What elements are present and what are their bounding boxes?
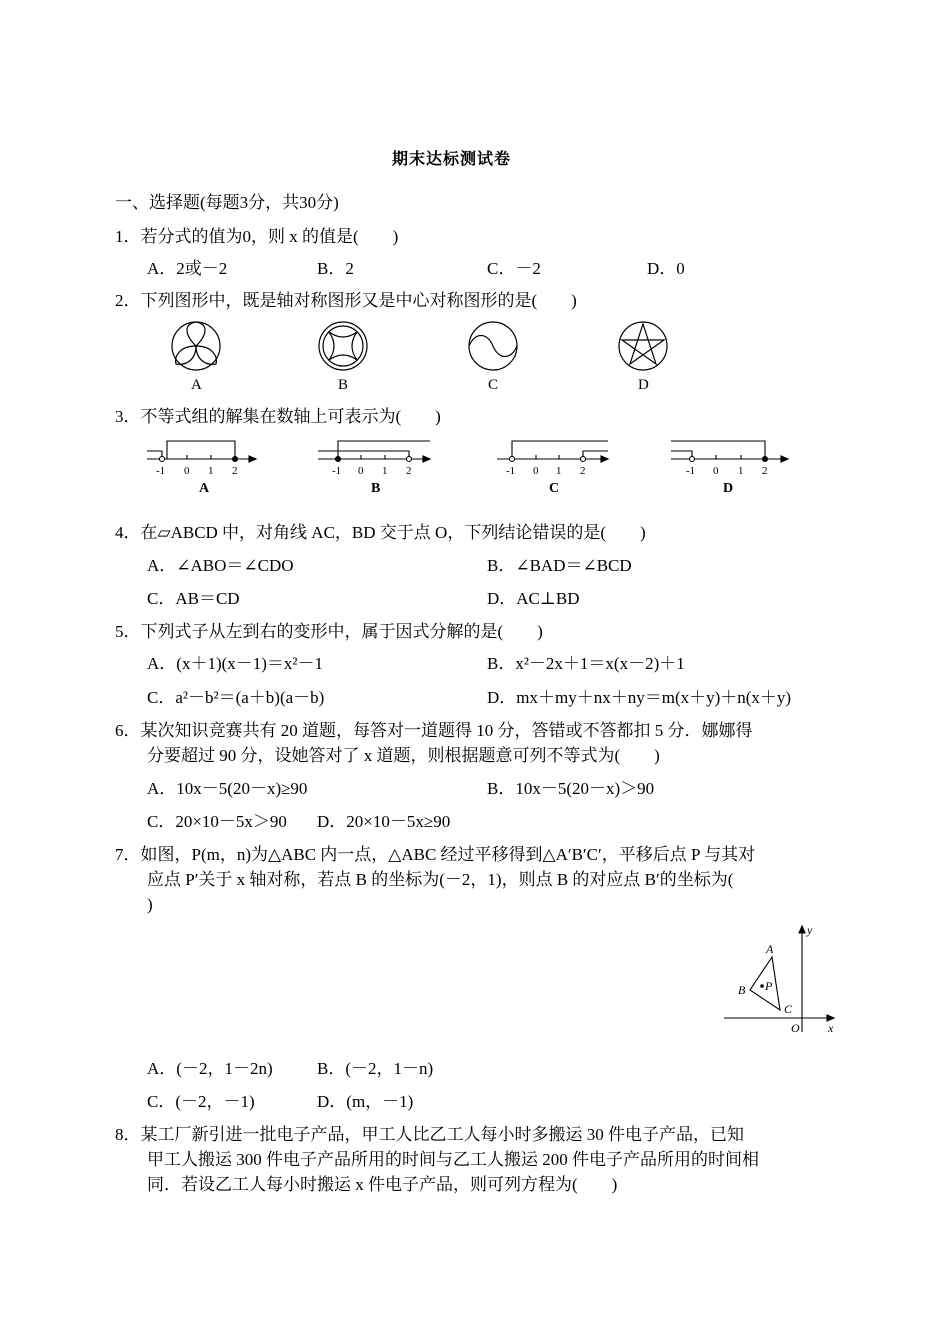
svg-text:0: 0: [184, 465, 190, 477]
figure-a: [172, 322, 220, 370]
svg-text:-1: -1: [156, 465, 166, 477]
question-8-stem-line-2: 甲工人搬运 300 件电子产品所用的时间与乙工人搬运 200 件电子产品所用的时间相: [147, 1150, 759, 1169]
q4-option-c: C．AB＝CD: [147, 589, 240, 608]
svg-text:0: 0: [713, 465, 719, 477]
number-line-b: [318, 441, 430, 462]
q2-figures: [0, 318, 950, 398]
figure-label-a: A: [191, 377, 202, 393]
question-4-stem: 4．在▱ABCD 中，对角线 AC，BD 交于点 O，下列结论错误的是( ): [115, 523, 646, 542]
q7-option-d: D．(m，－1): [317, 1092, 414, 1111]
q5-option-a: A．(x＋1)(x－1)＝x²－1: [147, 654, 324, 673]
q6-option-d: D．20×10－5x≥90: [317, 812, 451, 831]
svg-text:-1: -1: [686, 465, 696, 477]
number-line-label-b: B: [371, 481, 381, 496]
figure-x-axis-label: x: [828, 1021, 834, 1035]
svg-text:0: 0: [358, 465, 364, 477]
q6-option-c: C．20×10－5x＞90: [147, 812, 287, 831]
section-heading: 一、选择题(每题3分，共30分): [115, 193, 339, 212]
question-7-stem-line-2: 应点 P′关于 x 轴对称，若点 B 的坐标为(－2，1)，则点 B 的对应点 B′的坐标为(: [147, 870, 734, 889]
page-title: 期末达标测试卷: [392, 149, 512, 168]
q7-option-b: B．(－2，1－n): [317, 1059, 434, 1078]
question-7-stem-line-1: 7．如图，P(m，n)为△ABC 内一点，△ABC 经过平移得到△A′B′C′，平移后点 P 与其对: [115, 845, 756, 864]
question-5-stem: 5．下列式子从左到右的变形中，属于因式分解的是( ): [115, 622, 543, 641]
svg-text:1: 1: [208, 465, 214, 477]
figure-label-d: D: [638, 377, 649, 393]
q1-option-a: A．2或－2: [147, 259, 228, 278]
q5-option-b: B．x²－2x＋1＝x(x－2)＋1: [487, 654, 685, 673]
figure-b: [319, 322, 367, 370]
svg-text:2: 2: [762, 465, 768, 477]
number-line-label-c: C: [549, 481, 560, 496]
figure-c: [469, 322, 517, 370]
q7-coordinate-figure: [722, 922, 852, 1042]
figure-point-b: B: [738, 983, 746, 997]
q4-option-d: D．AC⊥BD: [487, 589, 580, 608]
question-8-stem-line-1: 8．某工厂新引进一批电子产品，甲工人比乙工人每小时多搬运 30 件电子产品，已知: [115, 1125, 744, 1144]
q7-option-a: A．(－2，1－2n): [147, 1059, 273, 1078]
question-8-stem-line-3: 同．若设乙工人每小时搬运 x 件电子产品，则可列方程为( ): [147, 1175, 618, 1194]
svg-text:2: 2: [232, 465, 238, 477]
figure-y-axis-label: y: [807, 923, 813, 937]
svg-text:0: 0: [533, 465, 539, 477]
number-line-c: [497, 441, 608, 462]
question-6-stem-line-1: 6．某次知识竞赛共有 20 道题，每答对一道题得 10 分，答错或不答都扣 5 分．娜娜得: [115, 721, 753, 740]
svg-text:2: 2: [406, 465, 412, 477]
number-line-a: [147, 441, 256, 462]
question-2-stem: 2．下列图形中，既是轴对称图形又是中心对称图形的是( ): [115, 291, 577, 310]
figure-label-b: B: [338, 377, 349, 393]
number-line-label-d: D: [723, 481, 734, 496]
question-7-stem-line-3: ): [147, 895, 153, 914]
svg-text:-1: -1: [332, 465, 342, 477]
figure-point-a: A: [766, 942, 774, 956]
q4-option-b: B．∠BAD＝∠BCD: [487, 556, 632, 575]
q5-option-d: D．mx＋my＋nx＋ny＝m(x＋y)＋n(x＋y): [487, 688, 792, 707]
question-6-stem-line-2: 分要超过 90 分，设她答对了 x 道题，则根据题意可列不等式为( ): [147, 746, 660, 765]
q6-option-b: B．10x－5(20－x)＞90: [487, 779, 655, 798]
figure-origin: O: [791, 1021, 800, 1035]
q1-option-d: D．0: [647, 259, 685, 278]
number-line-label-a: A: [199, 481, 210, 496]
question-1-stem: 1．若分式的值为0，则 x 的值是( ): [115, 227, 399, 246]
svg-text:1: 1: [738, 465, 744, 477]
question-3-stem: 3．不等式组的解集在数轴上可表示为( ): [115, 407, 441, 426]
svg-text:2: 2: [580, 465, 586, 477]
svg-text:1: 1: [556, 465, 562, 477]
q6-option-a: A．10x－5(20－x)≥90: [147, 779, 308, 798]
number-line-ticks: [156, 465, 768, 477]
q1-option-b: B．2: [317, 259, 354, 278]
q4-option-a: A．∠ABO＝∠CDO: [147, 556, 294, 575]
q5-option-c: C．a²－b²＝(a＋b)(a－b): [147, 688, 325, 707]
figure-d: [619, 322, 667, 370]
q3-number-lines: [0, 434, 950, 494]
q7-option-c: C．(－2，－1): [147, 1092, 255, 1111]
svg-text:-1: -1: [506, 465, 516, 477]
figure-point-p: P: [765, 979, 773, 993]
q1-option-c: C．－2: [487, 259, 541, 278]
figure-label-c: C: [488, 377, 499, 393]
figure-point-c: C: [784, 1002, 793, 1016]
number-line-d: [671, 441, 788, 462]
svg-text:1: 1: [382, 465, 388, 477]
